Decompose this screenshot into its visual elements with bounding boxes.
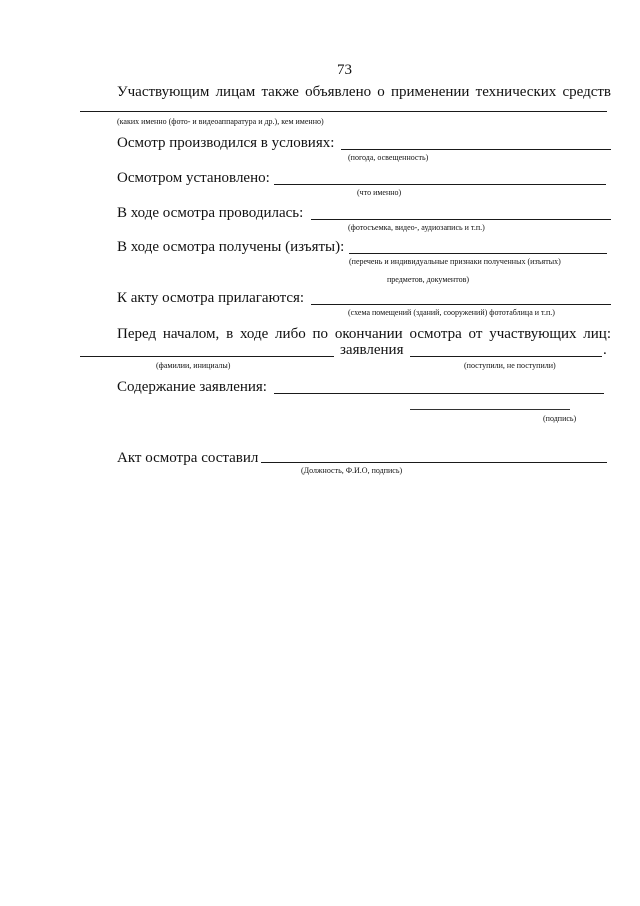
tech-means-field[interactable] (80, 111, 607, 112)
compiler-label: Акт осмотра составил (117, 450, 259, 466)
conditions-label: Осмотр производился в условиях: (117, 135, 335, 151)
statements-status-hint: (поступили, не поступили) (464, 361, 556, 370)
statements-end-punct: . (603, 342, 607, 358)
tech-means-hint: (каких именно (фото- и видеоаппаратура и др.), кем именно) (117, 117, 324, 126)
conducted-hint: (фотосъемка, видео-, аудиозапись и т.п.) (348, 223, 485, 232)
conducted-label: В ходе осмотра проводилась: (117, 205, 304, 221)
statement-signature-hint: (подпись) (543, 414, 577, 423)
obtained-field[interactable] (349, 253, 607, 254)
attached-field[interactable] (311, 304, 611, 305)
statements-status-field[interactable] (410, 356, 602, 357)
conducted-field[interactable] (311, 219, 611, 220)
established-label: Осмотром установлено: (117, 170, 270, 186)
obtained-hint-line2: предметов, документов) (387, 275, 470, 284)
established-hint: (что именно) (357, 188, 402, 197)
conditions-hint: (погода, освещенность) (348, 153, 429, 162)
conditions-field[interactable] (341, 149, 611, 150)
statements-label (117, 326, 611, 343)
statement-content-label: Содержание заявления: (117, 379, 267, 395)
compiler-hint: (Должность, Ф.И.О, подпись) (301, 466, 403, 475)
page-number: 73 (337, 62, 352, 78)
statements-middle-word: заявления (340, 342, 404, 358)
statement-content-field[interactable] (274, 393, 604, 394)
established-field[interactable] (274, 184, 606, 185)
attached-hint: (схема помещений (зданий, сооружений) фототаблица и т.п.) (348, 308, 555, 317)
statements-names-field[interactable] (80, 356, 334, 357)
tech-means-text: Участвующим лицам также объявлено о применении технических средств (117, 84, 611, 100)
statements-names-hint: (фамилии, инициалы) (156, 361, 231, 370)
compiler-field[interactable] (261, 462, 607, 463)
tech-means-label (117, 84, 611, 101)
statement-signature-field[interactable] (410, 409, 570, 410)
statements-text: Перед началом, в ходе либо по окончании осмотра от участвующих лиц: (117, 326, 611, 342)
obtained-label: В ходе осмотра получены (изъяты): (117, 239, 345, 255)
attached-label: К акту осмотра прилагаются: (117, 290, 305, 306)
obtained-hint-line1: (перечень и индивидуальные признаки полученных (изъятых) (349, 257, 561, 266)
